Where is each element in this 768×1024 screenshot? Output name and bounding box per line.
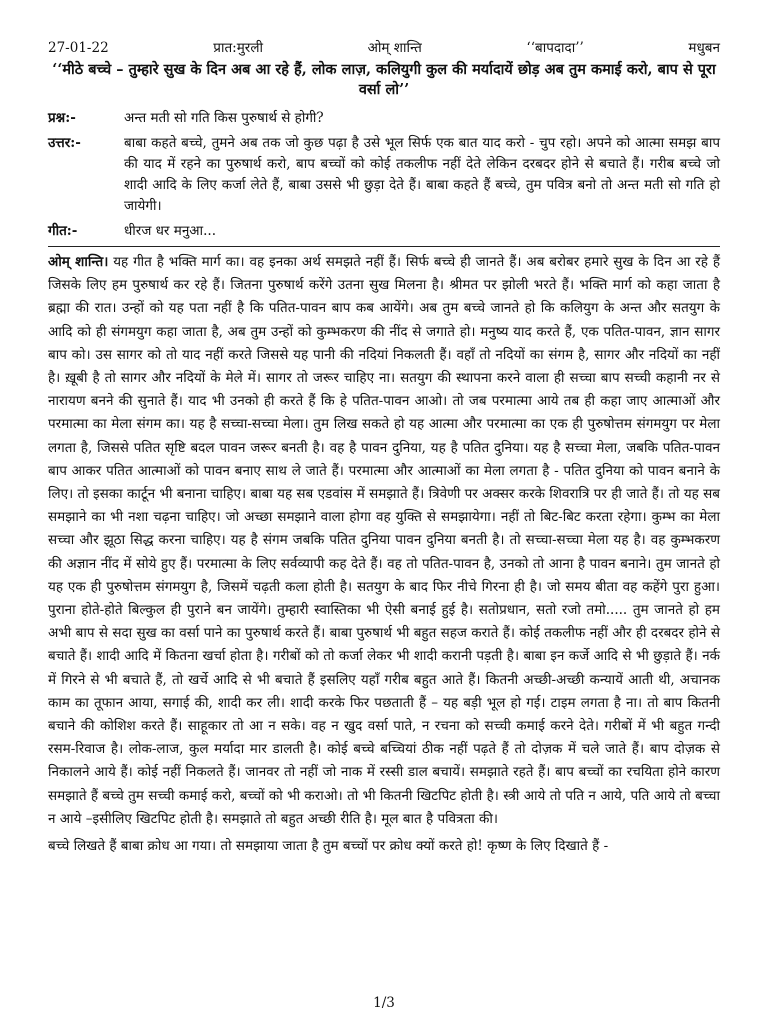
question-label: प्रश्न:- [48, 110, 76, 126]
last-line: बच्चे लिखते हैं बाबा क्रोध आ गया। तो समझाया जाता है तुम बच्चों पर क्रोध क्यों करते हो! कृष्ण के लिए दिखाते हैं - [48, 838, 609, 855]
murli-title: ‘‘मीठे बच्चे – तुम्हारे सुख के दिन अब आ रहे हैं, लोक लाज़, कलियुगी कुल की मर्यादायें छोड़ अब तुम कमाई करो, बाप से पूरा वर्सा लो’’ [52, 61, 716, 98]
place: मधुबन [688, 40, 720, 56]
speaker: ‘‘बापदादा’’ [526, 40, 584, 56]
question-text: अन्त मती सो गति किस पुरुषार्थ से होगी? [124, 110, 324, 126]
divider [48, 246, 720, 247]
date: 27-01-22 [48, 40, 109, 56]
question-row [48, 108, 720, 129]
session-label: प्रात:मुरली [213, 40, 263, 56]
page-number: 1/3 [373, 995, 395, 1011]
body-text: यह गीत है भक्ति मार्ग का। वह इनका अर्थ समझते नहीं हैं। सिर्फ बच्चे ही जानते हैं। अब बरोबर हमारे सुख के दिन आ रहे हैं जिसके लिए हम पुरुषार्थ कर रहे हैं। जितना पुरुषार्थ करेंगे उतना सुख मिलना है। श्रीमत पर झोली भरते हैं। भक्ति मार्ग को कहा जाता है ब्रह्मा की रात। उन्हों को यह पता नहीं है कि पतित-पावन बाप कब आयेंगे। अब तुम बच्चे जानते हो कि कलियुग के अन्त और सतयुग के आदि को ही संगमयुग कहा जाता है, अब तुम उन्हों को कुम्भकरण की नींद से जगाते हो। मनुष्य याद करते हैं, एक पतित-पावन, ज्ञान सागर बाप को। उस सागर को तो याद नहीं करते जिससे यह पानी की नदियां निकलती हैं। वहाँ तो नदियों का संगम है, सागर और नदियों का नहीं है। ख़ूबी है तो सागर और नदियों के मेले में। सागर तो जरूर चाहिए ना। सतयुग की स्थापना करने वाला ही सच्चा बाप सच्ची कहानी नर से नारायण बनने की सुनाते हैं। याद भी उनको ही करते हैं कि हे पतित-पावन आओ। तो जब परमात्मा आये तब ही कहा जाए आत्माओं और परमात्मा का मेला संगम का। यह है सच्चा-सच्चा मेला। तुम लिख सकते हो यह आत्मा और परमात्मा का एक ही पुरुषोत्तम संगमयुग पर मेला लगता है, जिससे पतित सृष्टि बदल पावन जरूर बनती है। वह है पावन दुनिया, यह है पतित दुनिया। यह है सच्चा मेला, जबकि पतित-पावन बाप आकर पतित आत्माओं को पावन बनाए साथ ले जाते हैं। परमात्मा और आत्माओं का मेला लगता है - पतित दुनिया को पावन बनाने के लिए। तो इसका कार्टून भी बनाना चाहिए। बाबा यह सब एडवांस में समझाते हैं। त्रिवेणी पर अक्सर करके शिवरात्रि पर ही जाते हैं। तो यह सब समझाने का भी नशा चढ़ना चाहिए। जो अच्छा समझाने वाला होगा वह युक्ति से समझायेगा। नहीं तो बिट-बिट करता रहेगा। कुम्भ का मेला सच्चा और झूठा सिद्ध करना चाहिए। यह है संगम जबकि पतित दुनिया पावन दुनिया बनती है। तो सच्चा-सच्चा मेला यह है। वह कुम्भकरण की अज्ञान नींद में सोये हुए हैं। परमात्मा के लिए सर्वव्यापी कह देते हैं। वह तो पतित-पावन है, उनको तो आना है पावन बनाने। तुम जानते हो यह एक ही पुरुषोत्तम संगमयुग है, जिसमें चढ़ती कला होती है। सतयुग के बाद फिर नीचे गिरना ही है। जो समय बीता वह कहेंगे पुरा हुआ। पुराना होते-होते बिल्कुल ही पुराने बन जायेंगे। तुम्हारी स्वास्तिका भी ऐसी बनाई हुई है। सतोप्रधान, सतो रजो तमो..... तुम जानते हो हम अभी बाप से सदा सुख का वर्सा पाने का पुरुषार्थ करते हैं। बाबा पुरुषार्थ भी बहुत सहज कराते हैं। कोई तकलीफ नहीं और ही दरबदर होने से बचाते हैं। शादी आदि में कितना खर्चा होता है। गरीबों को तो कर्जा लेकर भी शादी करानी पड़ती है। बाबा इन कर्जे आदि से भी छुड़ाते हैं। नर्क में गिरने से भी बचाते हैं, तो खर्चे आदि से भी बचाते हैं इसलिए यहाँ गरीब बहुत आते हैं। कितनी अच्छी-अच्छी कन्यायें आती थी, अचानक काम का तूफान आया, सगाई की, शादी कर ली। शादी करके फिर पछताती हैं – यह बड़ी भूल हो गई। टाइम लगता है ना। तो बाप कितनी बचाने की कोशिश करते हैं। साहूकार तो आ न सके। वह न खुद वर्सा पाते, न रचना को सच्ची कमाई करने देते। गरीबों में भी बहुत गन्दी रसम-रिवाज है। लोक-लाज, कुल मर्यादा मार डालती है। कोई बच्चे बच्चियां ठीक नहीं पढ़ते हैं तो दोज़क में चले जाते हैं। बाप दोज़क से निकालने आये हैं। कोई नहीं निकलते हैं। जानवर तो नहीं जो नाक में रस्सी डाल बचायें। समझाते रहते हैं। बाप बच्चों का रचयिता होने कारण समझाते हैं बच्चे तुम सच्ची कमाई करो, बच्चों को भी कराओ। तो भी कितनी खिटपिट होती है। स्त्री आये तो पति न आये, पति आये तो बच्चा न आये –इसीलिए खिटपिट होती है। समझाते तो बहुत अच्छी रीति है। मूल बात है पवित्रता की। [48, 254, 720, 827]
header-row [48, 38, 720, 58]
answer-row [48, 133, 720, 217]
answer-text: बाबा कहते बच्चे, तुमने अब तक जो कुछ पढ़ा है उसे भूल सिर्फ एक बात याद करो - चुप रहो। अपने को आत्मा समझ बाप की याद में रहने का पुरुषार्थ करो, बाप बच्चों को कोई तकलीफ नहीं देते लेकिन दरबदर होने से बचाते हैं। गरीब बच्चे जो शादी आदि के लिए कर्जा लेते हैं, बाबा उससे भी छुड़ा देते हैं। बाबा कहते हैं बच्चे, तुम पवित्र बनो तो अन्त मती सो गति हो जायेगी। [124, 135, 720, 214]
body-lead: ओम् शान्ति। [48, 254, 109, 270]
greeting: ओम् शान्ति [367, 40, 422, 56]
song-text: धीरज धर मनुआ... [124, 223, 216, 239]
body-paragraph [48, 251, 720, 831]
answer-label: उत्तर:- [48, 135, 81, 151]
song-row [48, 221, 720, 242]
song-label: गीत:- [48, 223, 78, 239]
